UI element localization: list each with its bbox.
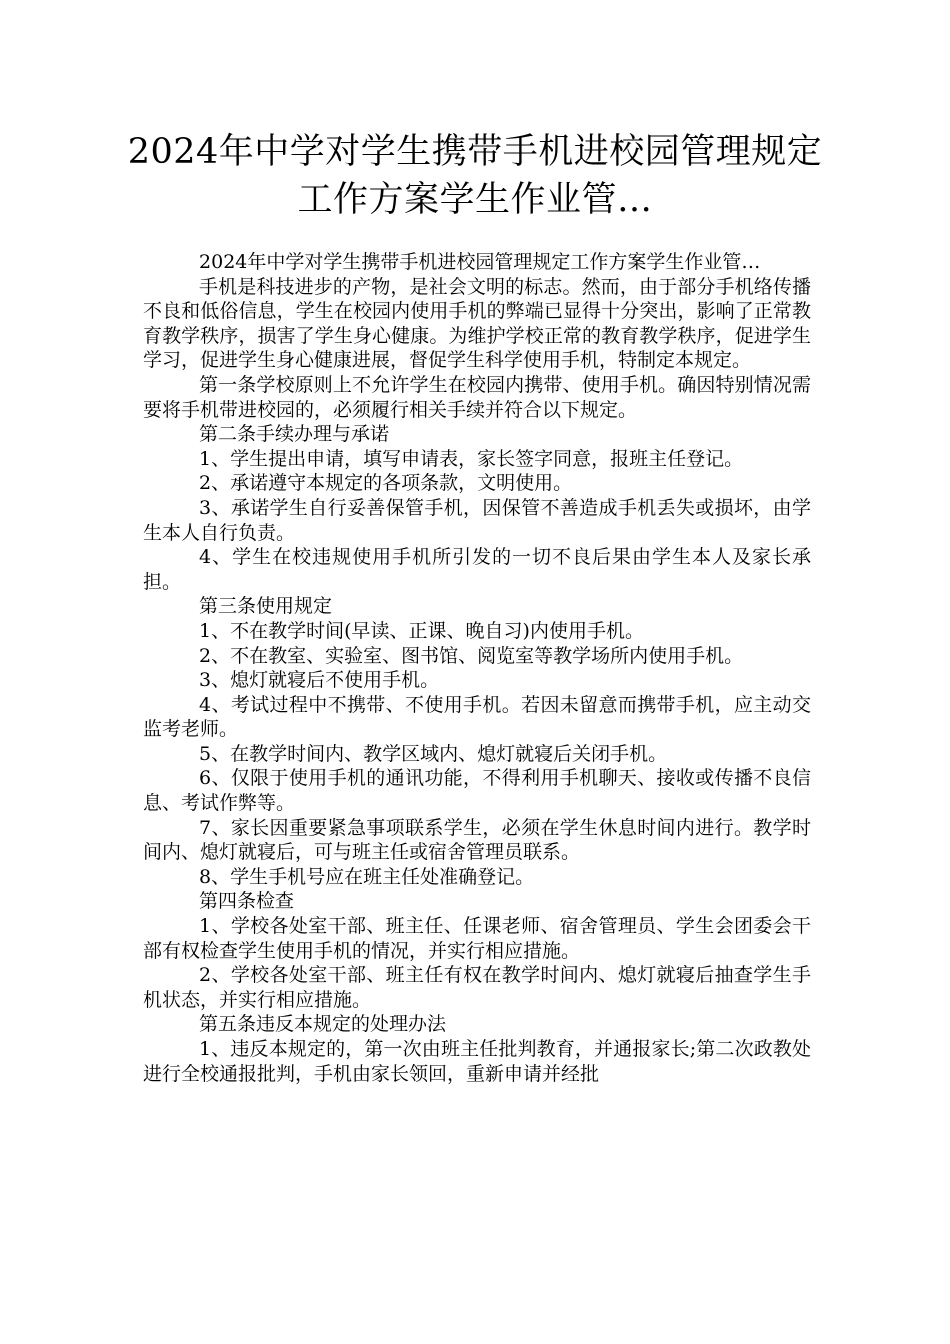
section-heading-article-3: 第三条使用规定 (199, 595, 333, 618)
list-item: 7、家长因重要紧急事项联系学生，必须在学生休息时间内进行。教学时间内、熄灯就寝后，可与班主任或宿舍管理员联系。 (143, 816, 811, 864)
paragraph-intro: 手机是科技进步的产物，是社会文明的标志。然而，由于部分手机络传播不良和低俗信息，学生在校园内使用手机的弊端已显得十分突出，影响了正常教育教学秩序，损害了学生身心健康。为维护学校正常的教育教学秩序，促进学生学习，促进学生身心健康进展，督促学生科学使用手机，特制定本规定。 (143, 275, 811, 372)
paragraph-article-1: 第一条学校原则上不允许学生在校园内携带、使用手机。确因特别情况需要将手机带进校园的，必须履行相关手续并符合以下规定。 (143, 373, 811, 421)
list-item: 3、熄灯就寝后不使用手机。 (199, 669, 440, 692)
list-item: 1、不在教学时间(早读、正课、晚自习)内使用手机。 (199, 619, 644, 642)
list-item: 1、学校各处室干部、班主任、任课老师、宿舍管理员、学生会团委会干部有权检查学生使用手机的情况，并实行相应措施。 (143, 915, 811, 962)
section-heading-article-2: 第二条手续办理与承诺 (199, 423, 390, 446)
list-item: 8、学生手机号应在班主任处准确登记。 (199, 865, 535, 888)
list-item: 5、在教学时间内、教学区域内、熄灯就寝后关闭手机。 (199, 742, 668, 765)
list-item: 6、仅限于使用手机的通讯功能，不得利用手机聊天、接收或传播不良信息、考试作弊等。 (143, 767, 811, 815)
list-item: 2、承诺遵守本规定的各项条款，文明使用。 (199, 472, 573, 495)
list-item: 2、不在教室、实验室、图书馆、阅览室等教学场所内使用手机。 (199, 644, 744, 667)
paragraph-heading-repeat: 2024年中学对学生携带手机进校园管理规定工作方案学生作业管… (199, 251, 761, 273)
list-item: 1、违反本规定的，第一次由班主任批判教育，并通报家长;第二次政教处进行全校通报批判，手机由家长领回，重新申请并经批 (143, 1038, 811, 1085)
section-heading-article-4: 第四条检查 (199, 890, 295, 913)
list-item: 4、学生在校违规使用手机所引发的一切不良后果由学生本人及家长承担。 (143, 546, 811, 593)
section-heading-article-5: 第五条违反本规定的处理办法 (199, 1013, 447, 1036)
list-item: 4、考试过程中不携带、不使用手机。若因未留意而携带手机，应主动交监考老师。 (143, 693, 811, 741)
document-title: 2024年中学对学生携带手机进校园管理规定工作方案学生作业管… (127, 132, 823, 220)
list-item: 2、学校各处室干部、班主任有权在教学时间内、熄灯就寝后抽查学生手机状态，并实行相应措施。 (143, 964, 811, 1011)
list-item: 3、承诺学生自行妥善保管手机，因保管不善造成手机丢失或损坏，由学生本人自行负责。 (143, 496, 811, 544)
list-item: 1、学生提出申请，填写申请表，家长签字同意，报班主任登记。 (199, 447, 744, 470)
document-body (143, 250, 811, 1086)
